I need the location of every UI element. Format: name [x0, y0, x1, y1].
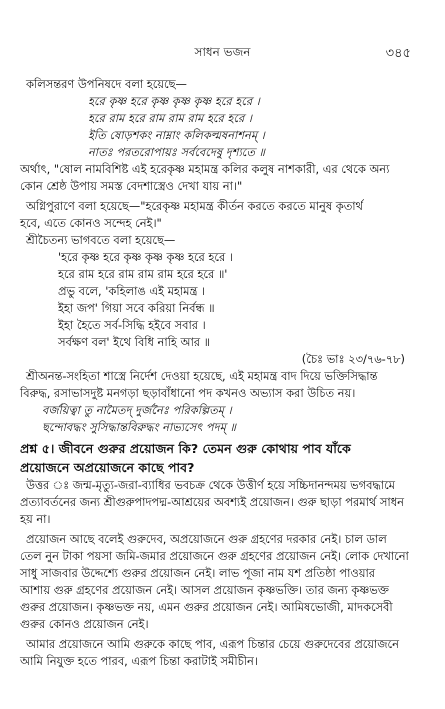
- running-header: সাধন ভজন: [194, 45, 251, 59]
- answer-line: উত্তর ঃ জন্ম-মৃত্যু-জরা-ব্যাধির ভবচক্র থেকে উত্তীর্ণ হয়ে সচ্চিদানন্দময় ভগবদ্ধামে: [26, 478, 395, 492]
- paragraph-line: আমার প্রয়োজনে আমি গুরুকে কাছে পাব, এরূপ চিন্তার চেয়ে গুরুদেবের প্রয়োজনে: [26, 637, 399, 651]
- verse-line: হরে রাম হরে রাম রাম রাম হরে হরে ॥': [58, 267, 228, 281]
- paragraph-line: তেল নুন টাকা পয়সা জমি-জমার প্রয়োজনে গুরু গ্রহণের প্রয়োজন নেই। লোক দেখানো: [20, 549, 409, 563]
- paragraph-line: গুরুর কোনও প্রয়োজন নেই।: [20, 617, 149, 631]
- verse-line: হরে রাম হরে রাম রাম রাম হরে হরে ।: [88, 111, 252, 125]
- answer-line: হয় না।: [20, 512, 51, 526]
- paragraph-line: শ্রীচৈতন্য ভাগবতে বলা হয়েছে—: [26, 233, 176, 247]
- question-heading: প্রয়োজনে অপ্রয়োজনে কাছে পাব?: [20, 460, 195, 475]
- verse-line: ইহা হৈতে সর্ব-সিদ্ধি হইবে সবার ।: [58, 318, 206, 332]
- paragraph-line: সাধু সাজবার উদ্দেশ্যে গুরুর প্রয়োজন নেই। লাভ পূজা নাম যশ প্রতিষ্ঠা পাওয়ার: [20, 566, 376, 580]
- citation: (চৈঃ ভাঃ ২৩/৭৬-৭৮): [301, 352, 405, 366]
- verse-line: সর্বক্ষণ বল' ইথে বিধি নাহি আর ॥: [58, 335, 211, 349]
- paragraph-line: অগ্নিপুরাণে বলা হয়েছে—"হরেকৃষ্ণ মহামন্ত্র কীর্তন করতে করতে মানুষ কৃতার্থ: [26, 199, 363, 213]
- paragraph-line: আমি নিযুক্ত হতে পারব, এরূপ চিন্তা করাটাই সমীচীন।: [20, 654, 258, 668]
- paragraph-line: কোন শ্রেষ্ঠ উপায় সমস্ত বেদশাস্ত্রেও দেখা যায় না।": [20, 179, 243, 193]
- paragraph-line: হবে, এতে কোনও সন্দেহ নেই।": [20, 216, 162, 230]
- paragraph-line: গুরুর প্রয়োজন। কৃষ্ণভক্ত নয়, এমন গুরুর প্রয়োজন নেই। আমিষভোজী, মাদকসেবী: [20, 600, 393, 614]
- paragraph-line: শ্রীঅনন্ত-সংহিতা শাস্ত্রে নির্দেশ দেওয়া হয়েছে, এই মহামন্ত্র বাদ দিয়ে ভক্তিসিদ্ধান্ত: [26, 369, 378, 383]
- verse-line: নাতঃ পরতরোপায়ঃ সর্ববেদেষু দৃশ্যতে ॥: [88, 145, 265, 159]
- paragraph-line: কলিসন্তরণ উপনিষদে বলা হয়েছে—: [26, 77, 187, 91]
- verse-line: হরে কৃষ্ণ হরে কৃষ্ণ কৃষ্ণ কৃষ্ণ হরে হরে ।: [88, 94, 260, 108]
- page-number: ৩৪৫: [385, 46, 411, 61]
- paragraph-line: বিরুদ্ধ, রসাভাসদুষ্ট মনগড়া ছড়াবাঁধানো পদ কখনও অভ্যাস করা উচিত নয়।: [20, 386, 356, 400]
- question-heading: প্রশ্ন ৫। জীবনে গুরুর প্রয়োজন কি? তেমন গুরু কোথায় পাব যাঁকে: [20, 441, 351, 456]
- paragraph-line: আশায় গুরু গ্রহণের প্রয়োজন নেই। আসল প্রয়োজন কৃষ্ণভক্তি। তার জন্য কৃষ্ণভক্ত: [20, 583, 389, 597]
- verse-line: ছন্দোবদ্ধং সুসিদ্ধান্তবিরুদ্ধং নাভ্যসেৎ পদম্ ॥: [42, 420, 236, 434]
- verse-line: বর্জয়িত্বা তু নামৈতদ্ দুর্জনৈঃ পরিকল্পিতম্ ।: [42, 403, 232, 417]
- verse-line: 'হরে কৃষ্ণ হরে কৃষ্ণ কৃষ্ণ কৃষ্ণ হরে হরে ।: [58, 250, 233, 264]
- verse-line: ইহা জপ' গিয়া সবে করিয়া নির্বন্ধ ॥: [58, 301, 215, 315]
- paragraph-line: প্রয়োজন আছে বলেই গুরুদেব, অপ্রয়োজনে গুরু গ্রহণের দরকার নেই। চাল ডাল: [26, 532, 387, 546]
- verse-line: ইতি ষোড়শকং নাম্নাং কলিকল্মষনাশনম্ ।: [88, 128, 265, 142]
- page-body: [0, 76, 445, 670]
- paragraph-line: অর্থাৎ, "ষোল নামবিশিষ্ট এই হরেকৃষ্ণ মহামন্ত্র কলির কলুষ নাশকারী, এর থেকে অন্য: [20, 162, 390, 176]
- answer-line: প্রত্যাবর্তনের জন্য শ্রীগুরুপাদপদ্ম-আশ্রয়ের অবশ্যই প্রয়োজন। গুরু ছাড়া পরমার্থ সাধন: [20, 495, 404, 509]
- verse-line: প্রভু বলে, 'কহিলাঙ এই মহামন্ত্র ।: [58, 284, 206, 298]
